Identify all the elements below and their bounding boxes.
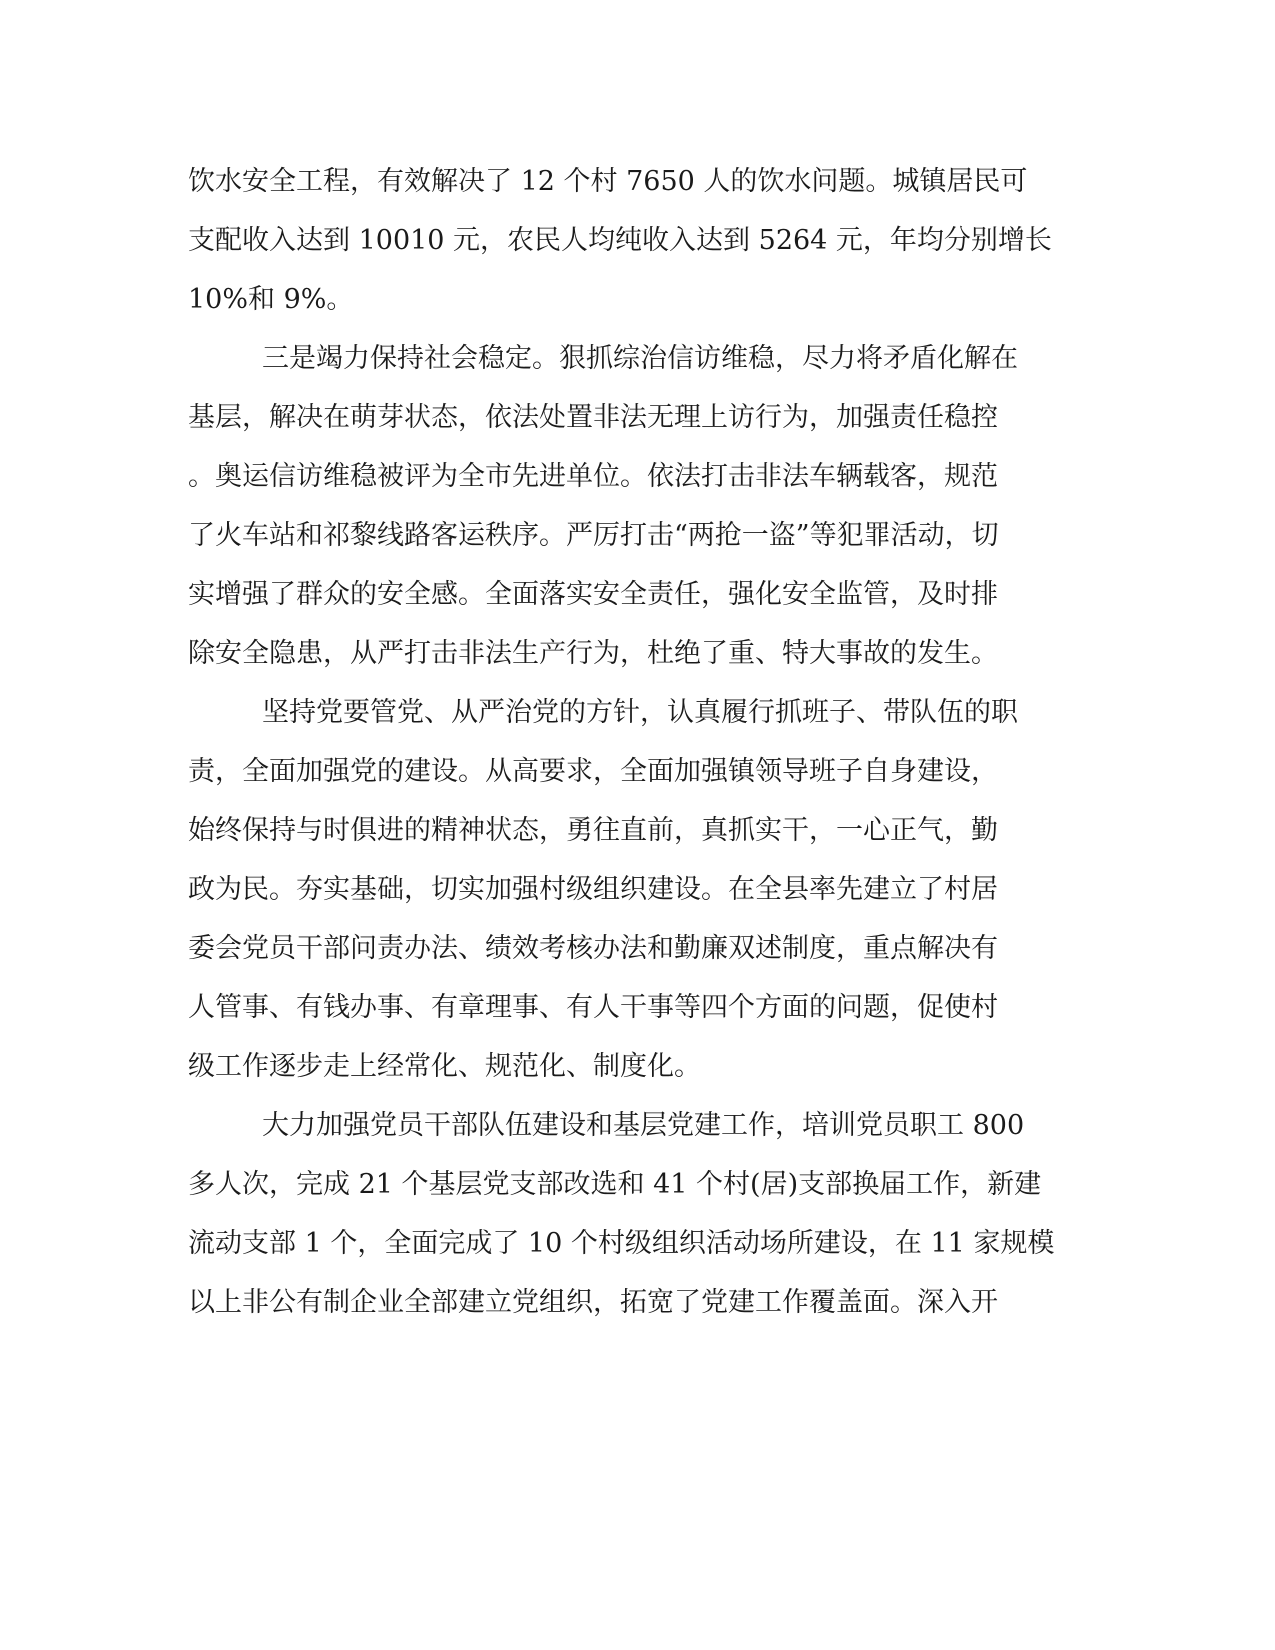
text-line: 委会党员干部问责办法、绩效考核办法和勤廉双述制度，重点解决有	[188, 933, 998, 964]
text-line: 基层，解决在萌芽状态，依法处置非法无理上访行为，加强责任稳控	[188, 402, 998, 433]
text-line: 10%和 9%。	[188, 284, 354, 315]
text-line: 了火车站和祁黎线路客运秩序。严厉打击“两抢一盗”等犯罪活动，切	[188, 520, 999, 551]
text-line: 始终保持与时俱进的精神状态，勇往直前，真抓实干，一心正气，勤	[188, 815, 998, 846]
text-line: 除安全隐患，从严打击非法生产行为，杜绝了重、特大事故的发生。	[188, 638, 998, 669]
text-line: 支配收入达到 10010 元，农民人均纯收入达到 5264 元，年均分别增长	[188, 225, 1052, 256]
text-line: 责，全面加强党的建设。从高要求，全面加强镇领导班子自身建设，	[188, 756, 998, 787]
text-line: 。奥运信访维稳被评为全市先进单位。依法打击非法车辆载客，规范	[188, 461, 998, 492]
text-line: 多人次，完成 21 个基层党支部改选和 41 个村(居)支部换届工作，新建	[188, 1169, 1042, 1200]
paragraph-start: 坚持党要管党、从严治党的方针，认真履行抓班子、带队伍的职	[262, 697, 1018, 728]
text-line: 级工作逐步走上经常化、规范化、制度化。	[188, 1051, 701, 1082]
text-line: 政为民。夯实基础，切实加强村级组织建设。在全县率先建立了村居	[188, 874, 998, 905]
paragraph-start: 大力加强党员干部队伍建设和基层党建工作，培训党员职工 800	[262, 1110, 1025, 1141]
text-line: 饮水安全工程，有效解决了 12 个村 7650 人的饮水问题。城镇居民可	[188, 166, 1028, 197]
text-line: 人管事、有钱办事、有章理事、有人干事等四个方面的问题，促使村	[188, 992, 998, 1023]
paragraph-start: 三是竭力保持社会稳定。狠抓综治信访维稳，尽力将矛盾化解在	[262, 343, 1018, 374]
text-line: 流动支部 1 个，全面完成了 10 个村级组织活动场所建设，在 11 家规模	[188, 1228, 1055, 1259]
text-line: 以上非公有制企业全部建立党组织，拓宽了党建工作覆盖面。深入开	[188, 1287, 998, 1318]
text-line: 实增强了群众的安全感。全面落实安全责任，强化安全监管，及时排	[188, 579, 998, 610]
